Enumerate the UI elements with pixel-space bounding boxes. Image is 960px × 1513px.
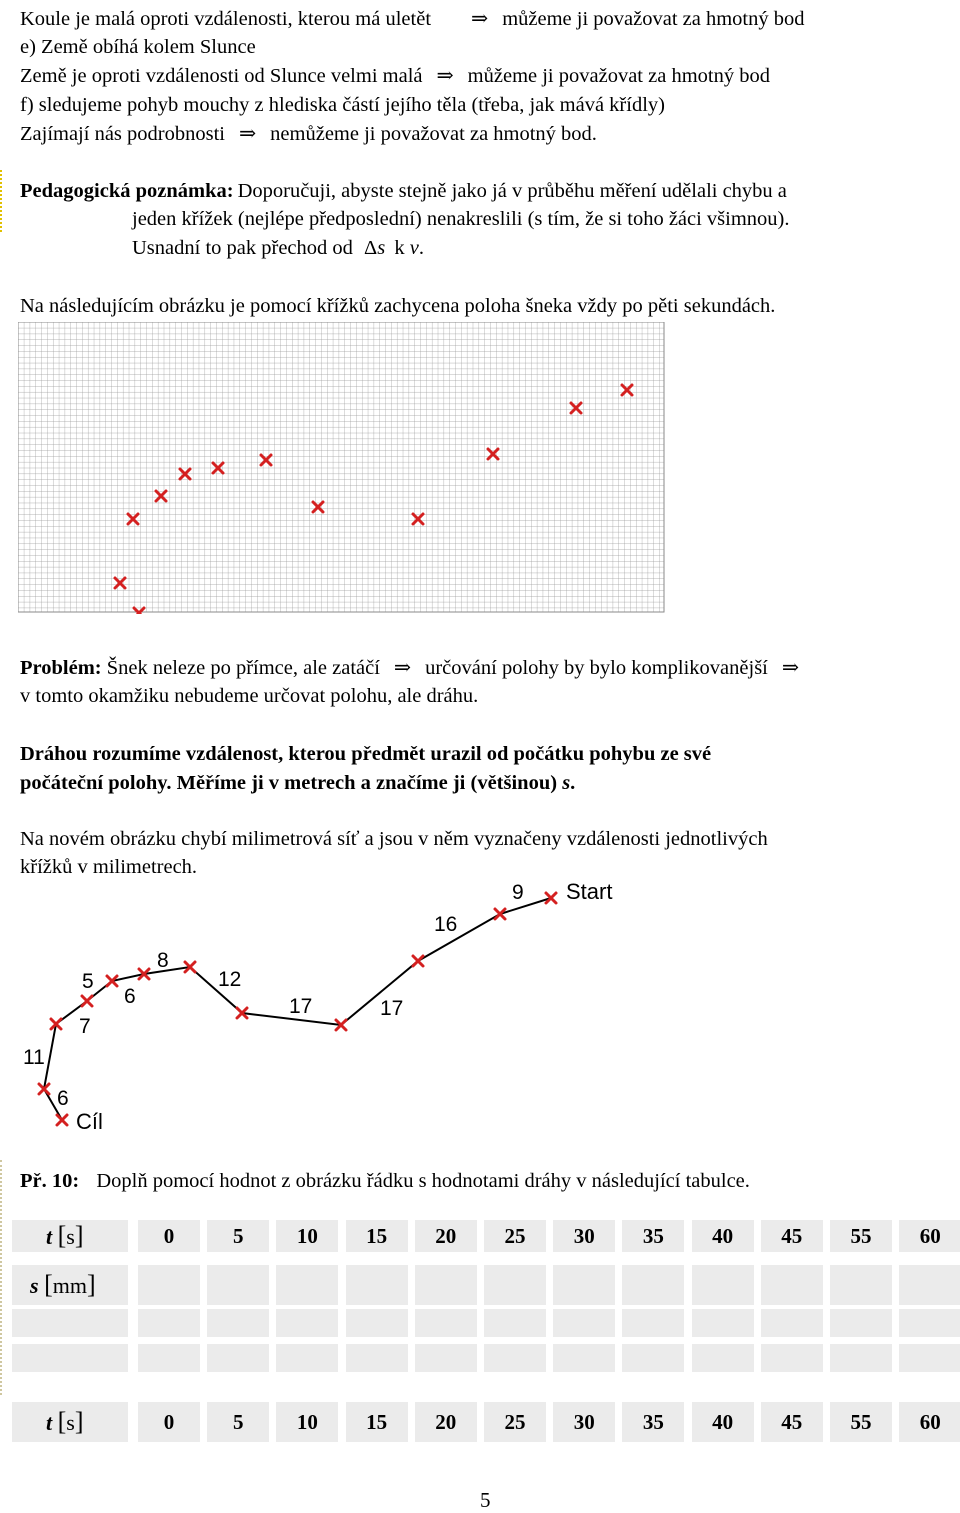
table-cell-empty <box>346 1344 408 1372</box>
time-header: t [s] <box>12 1220 128 1252</box>
table-cell-empty <box>830 1265 892 1305</box>
table-cell-time: 15 <box>346 1220 408 1252</box>
table-cell-time: 5 <box>207 1402 269 1442</box>
intro-line-1: Koule je malá oproti vzdálenosti, kterou má uletět ⇒ můžeme ji považovat za hmotný bod <box>20 8 805 30</box>
path-cross-marker <box>413 956 423 966</box>
table-cell-empty <box>415 1265 477 1305</box>
table-cell-empty <box>484 1265 546 1305</box>
table-cell-empty <box>484 1344 546 1372</box>
table-cell-empty <box>692 1265 754 1305</box>
table-cell-empty <box>484 1309 546 1337</box>
table-cell-empty <box>553 1265 615 1305</box>
label-12: 12 <box>218 968 242 991</box>
table-cell-time: 25 <box>484 1220 546 1252</box>
implies-arrow: ⇒ <box>393 657 412 679</box>
millimetre-grid-figure <box>18 322 666 614</box>
table-row-time <box>12 1220 960 1252</box>
page-number: 5 <box>480 1488 491 1512</box>
table-cell-time: 5 <box>207 1220 269 1252</box>
distance-table <box>12 1220 960 1444</box>
table-row-empty-1 <box>12 1309 960 1337</box>
table-cell-time: 0 <box>138 1220 200 1252</box>
table-row-time-2 <box>12 1402 960 1442</box>
path-cross-marker <box>57 1115 67 1125</box>
table-cell-time: 35 <box>622 1220 684 1252</box>
table-cell-time: 10 <box>276 1220 338 1252</box>
table-row-distance <box>12 1265 960 1305</box>
intro-line-2: e) Země obíhá kolem Slunce <box>20 36 256 58</box>
table-cell-time: 20 <box>415 1220 477 1252</box>
table-cell-time: 45 <box>761 1402 823 1442</box>
label-cil: Cíl <box>76 1109 103 1134</box>
table-cell-empty <box>207 1265 269 1305</box>
table-cell-empty <box>207 1344 269 1372</box>
table-cell-empty <box>553 1309 615 1337</box>
definition-line-2: počáteční polohy. Měříme ji v metrech a značíme ji (většinou) s. <box>20 772 576 794</box>
table-cell-time: 30 <box>553 1220 615 1252</box>
label-5: 5 <box>82 970 94 993</box>
table-cell-empty <box>276 1344 338 1372</box>
table-cell-empty <box>761 1309 823 1337</box>
label-9: 9 <box>512 881 524 904</box>
grid-intro: Na následujícím obrázku je pomocí křížků zachycena poloha šneka vždy po pěti sekundách. <box>20 295 776 317</box>
table-cell-empty <box>138 1344 200 1372</box>
note-line-1: Pedagogická poznámka: Doporučuji, abyste stejně jako já v průběhu měření udělali chybu a <box>20 180 787 202</box>
label-16: 16 <box>434 913 458 936</box>
table-cell-time: 15 <box>346 1402 408 1442</box>
table-cell-empty <box>276 1309 338 1337</box>
note-line-2: jeden křížek (nejlépe předposlední) nenakreslili (s tím, že si toho žáci všimnou). <box>132 208 790 230</box>
table-cell-empty <box>692 1344 754 1372</box>
implies-arrow: ⇒ <box>238 123 257 145</box>
table-cell-time: 60 <box>899 1402 960 1442</box>
new-picture-line-1: Na novém obrázku chybí milimetrová síť a jsou v něm vyznačeny vzdálenosti jednotlivých <box>20 828 768 850</box>
table-cell-time: 0 <box>138 1402 200 1442</box>
table-cell-empty <box>12 1344 128 1372</box>
table-cell-time: 40 <box>692 1402 754 1442</box>
intro-line-3: Země je oproti vzdálenosti od Slunce velmi malá ⇒ můžeme ji považovat za hmotný bod <box>20 65 770 87</box>
table-cell-empty <box>830 1309 892 1337</box>
table-cell-empty <box>553 1344 615 1372</box>
label-17a: 17 <box>289 995 313 1018</box>
path-cross-marker <box>82 996 92 1006</box>
note-margin-strip <box>0 170 14 232</box>
table-cell-empty <box>899 1309 960 1337</box>
table-cell-empty <box>207 1309 269 1337</box>
label-17b: 17 <box>380 997 404 1020</box>
time-header-2: t [s] <box>12 1402 128 1442</box>
table-cell-empty <box>415 1344 477 1372</box>
table-cell-empty <box>415 1309 477 1337</box>
implies-arrow: ⇒ <box>471 8 489 30</box>
problem-label: Problém: <box>20 657 102 679</box>
label-6a: 6 <box>124 985 136 1008</box>
implies-arrow: ⇒ <box>436 65 454 87</box>
grid-area <box>18 322 664 612</box>
label-8: 8 <box>157 949 169 972</box>
label-6b: 6 <box>57 1087 69 1110</box>
distance-header: s [mm] <box>12 1265 128 1305</box>
table-cell-time: 60 <box>899 1220 960 1252</box>
table-cell-empty <box>899 1265 960 1305</box>
table-cell-empty <box>622 1344 684 1372</box>
table-cell-time: 30 <box>553 1402 615 1442</box>
implies-arrow: ⇒ <box>781 657 800 679</box>
exercise-line: Př. 10: Doplň pomocí hodnot z obrázku řádku s hodnotami dráhy v následující tabulce. <box>20 1170 750 1192</box>
table-cell-empty <box>692 1309 754 1337</box>
path-cross-marker <box>495 909 505 919</box>
definition-line-1: Dráhou rozumíme vzdálenost, kterou předmět urazil od počátku pohybu ze své <box>20 743 712 765</box>
note-label: Pedagogická poznámka: <box>20 180 234 202</box>
problem-line-2: v tomto okamžiku nebudeme určovat polohu, ale dráhu. <box>20 685 479 707</box>
table-cell-empty <box>346 1309 408 1337</box>
table-cell-empty <box>899 1344 960 1372</box>
table-cell-time: 35 <box>622 1402 684 1442</box>
intro-line-5: Zajímají nás podrobnosti ⇒ nemůžeme ji považovat za hmotný bod. <box>20 123 597 145</box>
table-cell-time: 55 <box>830 1402 892 1442</box>
label-start: Start <box>566 879 613 904</box>
new-picture-line-2: křížků v milimetrech. <box>20 856 198 878</box>
table-cell-empty <box>622 1309 684 1337</box>
label-7: 7 <box>79 1015 91 1038</box>
table-cell-empty <box>12 1309 128 1337</box>
table-cell-empty <box>622 1265 684 1305</box>
intro-line-4: f) sledujeme pohyb mouchy z hlediska částí jejího těla (třeba, jak mává křídly) <box>20 94 665 116</box>
table-cell-empty <box>346 1265 408 1305</box>
table-cell-empty <box>276 1265 338 1305</box>
table-row-empty-2 <box>12 1344 960 1372</box>
table-cell-time: 40 <box>692 1220 754 1252</box>
table-cell-empty <box>138 1309 200 1337</box>
table-cell-empty <box>830 1344 892 1372</box>
table-cell-time: 25 <box>484 1402 546 1442</box>
table-cell-empty <box>138 1265 200 1305</box>
table-cell-empty <box>761 1265 823 1305</box>
table-cell-time: 55 <box>830 1220 892 1252</box>
table-cell-empty <box>761 1344 823 1372</box>
snail-path-figure <box>0 870 700 1140</box>
table-cell-time: 20 <box>415 1402 477 1442</box>
problem-line-1: Problém: Šnek neleze po přímce, ale zatáčí ⇒ určování polohy by bylo komplikovanější ⇒ <box>20 657 800 679</box>
note-line-3: Usnadní to pak přechod od Δs k v. <box>132 237 424 259</box>
table-cell-time: 10 <box>276 1402 338 1442</box>
table-cell-time: 45 <box>761 1220 823 1252</box>
exercise-label: Př. 10: <box>20 1170 80 1192</box>
label-11: 11 <box>23 1046 45 1069</box>
path-cross-marker <box>546 893 556 903</box>
